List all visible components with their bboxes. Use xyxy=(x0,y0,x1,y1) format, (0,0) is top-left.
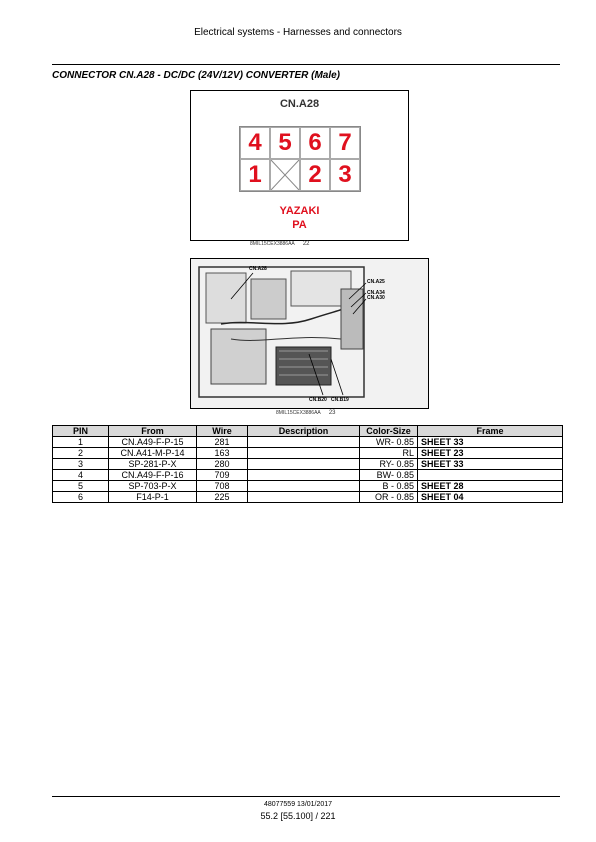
location-label: CN.B20 xyxy=(309,397,327,403)
frame-cell: SHEET 33 xyxy=(418,459,563,470)
wire-cell: 708 xyxy=(197,481,248,492)
brand-name: YAZAKI xyxy=(279,205,320,217)
pin-table xyxy=(52,425,563,503)
wire-cell: 281 xyxy=(197,437,248,448)
table-row xyxy=(53,437,563,448)
machine-interior-illustration xyxy=(191,259,428,408)
header-rule xyxy=(52,64,560,65)
section-title: CONNECTOR CN.A28 - DC/DC (24V/12V) CONVERTER (Male) xyxy=(52,70,341,81)
description-cell xyxy=(248,459,360,470)
pin-cell: 4 xyxy=(240,127,270,159)
location-label: CN.A34 xyxy=(367,290,385,296)
table-row xyxy=(53,470,563,481)
frame-cell: SHEET 28 xyxy=(418,481,563,492)
pin-cell: 5 xyxy=(270,127,300,159)
from-cell: CN.A41-M-P-14 xyxy=(109,448,197,459)
color-size-cell: RY- 0.85 xyxy=(360,459,418,470)
from-cell: SP-703-P-X xyxy=(109,481,197,492)
column-header: Color-Size xyxy=(360,426,418,437)
location-label: CN.B19 xyxy=(331,397,349,403)
table-header-row xyxy=(53,426,563,437)
pin-grid xyxy=(239,126,361,192)
color-size-cell: B - 0.85 xyxy=(360,481,418,492)
table-row xyxy=(53,481,563,492)
pin-cell: 1 xyxy=(53,437,109,448)
brand-sub: PA xyxy=(292,219,307,231)
pin-cell: 2 xyxy=(53,448,109,459)
connector-name: CN.A28 xyxy=(279,98,320,110)
pin-cell: 7 xyxy=(330,127,360,159)
pin-table-container xyxy=(52,425,562,503)
column-header: PIN xyxy=(53,426,109,437)
empty-pin-cell xyxy=(270,159,300,191)
wire-cell: 163 xyxy=(197,448,248,459)
pin-cell: 6 xyxy=(300,127,330,159)
caption-number: 22 xyxy=(302,241,310,247)
color-size-cell: OR - 0.85 xyxy=(360,492,418,503)
pin-cell: 6 xyxy=(53,492,109,503)
from-cell: CN.A49-F-P-15 xyxy=(109,437,197,448)
pin-cell: 3 xyxy=(330,159,360,191)
location-label: CN.A30 xyxy=(367,295,385,301)
column-header: Description xyxy=(248,426,360,437)
pin-cell: 5 xyxy=(53,481,109,492)
location-label: CN.A25 xyxy=(367,279,385,285)
table-row xyxy=(53,459,563,470)
caption-code: 8MIL15CEX3886AA xyxy=(250,241,295,247)
pin-cell: 2 xyxy=(300,159,330,191)
figure-caption xyxy=(250,241,310,247)
frame-cell: SHEET 23 xyxy=(418,448,563,459)
column-header: Wire xyxy=(197,426,248,437)
column-header: Frame xyxy=(418,426,563,437)
color-size-cell: BW- 0.85 xyxy=(360,470,418,481)
table-row xyxy=(53,492,563,503)
description-cell xyxy=(248,437,360,448)
connector-location-figure xyxy=(190,258,429,409)
wire-cell: 709 xyxy=(197,470,248,481)
description-cell xyxy=(248,470,360,481)
pin-cell: 3 xyxy=(53,459,109,470)
color-size-cell: RL xyxy=(360,448,418,459)
location-label: CN.A28 xyxy=(249,266,267,272)
wire-cell: 225 xyxy=(197,492,248,503)
description-cell xyxy=(248,492,360,503)
footer-page-number: 55.2 [55.100] / 221 xyxy=(260,811,336,821)
frame-cell xyxy=(418,470,563,481)
connector-brand xyxy=(191,204,408,232)
table-row xyxy=(53,448,563,459)
frame-cell: SHEET 04 xyxy=(418,492,563,503)
cross-mark-icon xyxy=(271,160,299,190)
color-size-cell: WR- 0.85 xyxy=(360,437,418,448)
column-header: From xyxy=(109,426,197,437)
connector-face-figure xyxy=(190,90,409,241)
footer-doc-id: 48077559 13/01/2017 xyxy=(263,801,333,808)
from-cell: CN.A49-F-P-16 xyxy=(109,470,197,481)
figure-caption xyxy=(276,410,336,416)
pin-cell: 1 xyxy=(240,159,270,191)
from-cell: F14-P-1 xyxy=(109,492,197,503)
caption-number: 23 xyxy=(328,410,336,416)
caption-code: 8MIL15CEX3886AA xyxy=(276,410,321,416)
description-cell xyxy=(248,448,360,459)
page-header-title: Electrical systems - Harnesses and connectors xyxy=(194,27,402,38)
description-cell xyxy=(248,481,360,492)
pin-cell: 4 xyxy=(53,470,109,481)
wire-cell: 280 xyxy=(197,459,248,470)
frame-cell: SHEET 33 xyxy=(418,437,563,448)
from-cell: SP-281-P-X xyxy=(109,459,197,470)
footer-rule xyxy=(52,796,560,797)
